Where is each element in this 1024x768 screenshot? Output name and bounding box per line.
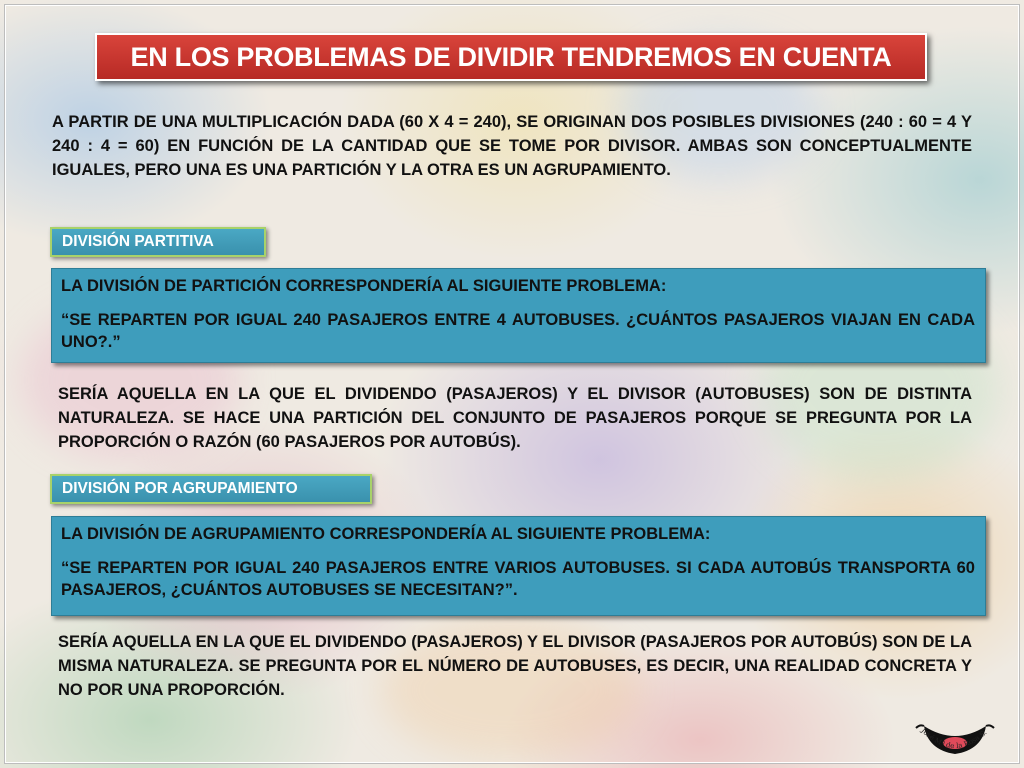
partitive-box-intro: LA DIVISIÓN DE PARTICIÓN CORRESPONDERÍA AL SIGUIENTE PROBLEMA: xyxy=(61,277,667,295)
logo-cheek-icon xyxy=(916,725,994,728)
grouping-problem-text: “SE REPARTEN POR IGUAL 240 PASAJEROS ENTRE VARIOS AUTOBUSES. SI CADA AUTOBÚS TRANSPORTA 60 PASAJEROS, ¿CUÁNTOS AUTOBUSES SE NECESITAN?”. xyxy=(61,559,975,599)
grouping-explanation: SERÍA AQUELLA EN LA QUE EL DIVIDENDO (PASAJEROS) Y EL DIVISOR (PASAJEROS POR AUTOBÚS) SON DE LA MISMA NATURALEZA. SE PREGUNTA POR EL NÚMERO DE AUTOBUSES, ES DECIR, UNA REALIDAD CONCRETA Y NO POR UNA PROPORCIÓN. xyxy=(58,633,972,699)
grouping-problem-box xyxy=(51,516,986,616)
partitive-problem-box xyxy=(51,268,986,363)
partitive-division-label: DIVISIÓN PARTITIVA xyxy=(50,227,266,257)
partitive-problem-text: “SE REPARTEN POR IGUAL 240 PASAJEROS ENTRE 4 AUTOBUSES. ¿CUÁNTOS PASAJEROS VIAJAN EN CADA UNO?.” xyxy=(61,311,975,351)
logo-text: José Mª de la Rosa S. xyxy=(919,726,989,751)
author-logo xyxy=(910,716,1000,764)
partitive-explanation: SERÍA AQUELLA EN LA QUE EL DIVIDENDO (PASAJEROS) Y EL DIVISOR (AUTOBUSES) SON DE DISTINTA NATURALEZA. SE HACE UNA PARTICIÓN DEL CONJUNTO DE PASAJEROS PORQUE SE PREGUNTA POR LA PROPORCIÓN O RAZÓN (60 PASAJEROS POR AUTOBÚS). xyxy=(58,385,972,451)
slide-title: EN LOS PROBLEMAS DE DIVIDIR TENDREMOS EN CUENTA xyxy=(95,33,927,81)
grouping-box-intro: LA DIVISIÓN DE AGRUPAMIENTO CORRESPONDERÍA AL SIGUIENTE PROBLEMA: xyxy=(61,525,711,543)
grouping-division-label: DIVISIÓN POR AGRUPAMIENTO xyxy=(50,474,372,504)
intro-paragraph: A PARTIR DE UNA MULTIPLICACIÓN DADA (60 X 4 = 240), SE ORIGINAN DOS POSIBLES DIVISIONES (240 : 60 = 4 Y 240 : 4 = 60) EN FUNCIÓN DE LA CANTIDAD QUE SE TOME POR DIVISOR. AMBAS SON CONCEPTUALMENTE IGUALES, PERO UNA ES UNA PARTICIÓN Y LA OTRA ES UN AGRUPAMIENTO. xyxy=(52,113,972,179)
